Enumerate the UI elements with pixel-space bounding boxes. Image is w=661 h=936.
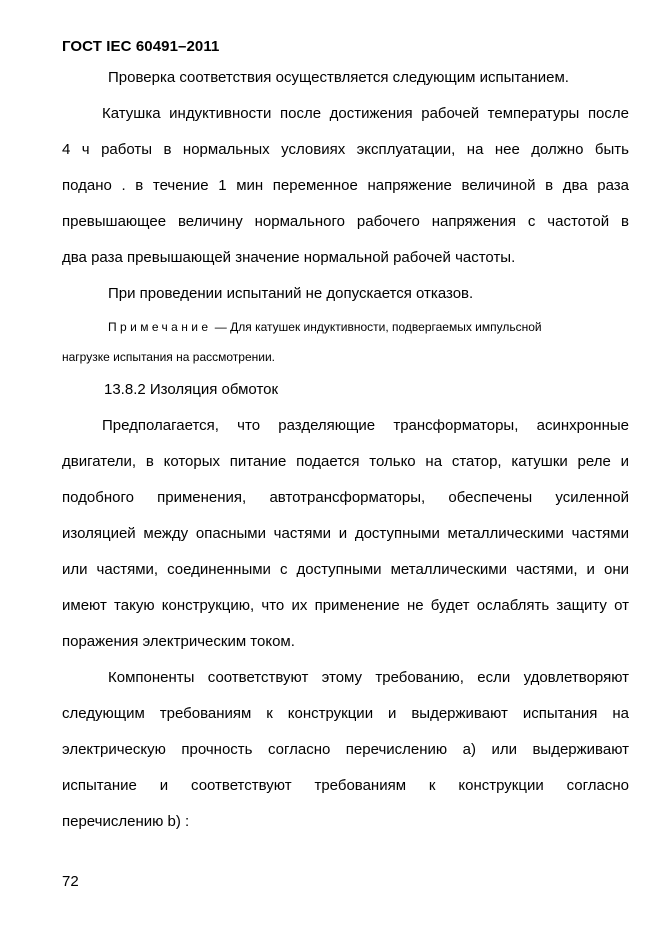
paragraph-winding-insulation <box>62 408 629 660</box>
paragraph-line: Катушка индуктивности после достижения рабочей температуры после <box>102 105 629 122</box>
paragraph-line: изоляцией между опасными частями и доступными металлическими частями <box>62 525 629 542</box>
paragraph-line: превышающее величину нормального рабочего напряжения с частотой в <box>62 213 629 230</box>
paragraph-line: испытание и соответствуют требованиям к конструкции согласно <box>62 777 629 794</box>
paragraph-line: подобного применения, автотрансформаторы, обеспечены усиленной <box>62 489 629 506</box>
paragraph-components-requirement <box>62 660 629 840</box>
paragraph-line: перечислению b) : <box>62 813 190 830</box>
note-continuation: нагрузке испытания на рассмотрении. <box>62 350 275 364</box>
paragraph-inductor-test <box>62 96 629 276</box>
paragraph-line: имеют такую конструкцию, что их применение не будет ослаблять защиту от <box>62 597 629 614</box>
paragraph-no-failures <box>62 276 629 312</box>
paragraph-line: следующим требованиям к конструкции и выдерживают испытания на <box>62 705 629 722</box>
paragraph-line: 4 ч работы в нормальных условиях эксплуатации, на нее должно быть <box>62 141 629 158</box>
paragraph-line: поражения электрическим током. <box>62 633 295 650</box>
note-text: — Для катушек индуктивности, подвергаемых импульсной <box>211 320 542 334</box>
paragraph-line: При проведении испытаний не допускается отказов. <box>108 285 474 302</box>
paragraph-line: Проверка соответствия осуществляется следующим испытанием. <box>108 69 569 86</box>
note-label: Примечание <box>108 320 212 334</box>
paragraph-line: электрическую прочность согласно перечислению а) или выдерживают <box>62 741 629 758</box>
note-line <box>62 312 629 342</box>
paragraph-line: или частями, соединенными с доступными металлическими частями, и они <box>62 561 629 578</box>
paragraph-line: двигатели, в которых питание подается только на статор, катушки реле и <box>62 453 629 470</box>
paragraph-line: Предполагается, что разделяющие трансформаторы, асинхронные <box>102 417 629 434</box>
section-heading: 13.8.2 Изоляция обмоток <box>104 381 279 398</box>
page-content <box>62 60 629 840</box>
page-number: 72 <box>62 873 79 890</box>
note-block <box>62 312 629 372</box>
document-code-header: ГОСТ IEC 60491–2011 <box>62 38 220 55</box>
paragraph-verification <box>62 60 629 96</box>
paragraph-line: подано . в течение 1 мин переменное напряжение величиной в два раза <box>62 177 629 194</box>
paragraph-line: два раза превышающей значение нормальной рабочей частоты. <box>62 249 516 266</box>
paragraph-line: Компоненты соответствуют этому требованию, если удовлетворяют <box>108 669 629 686</box>
